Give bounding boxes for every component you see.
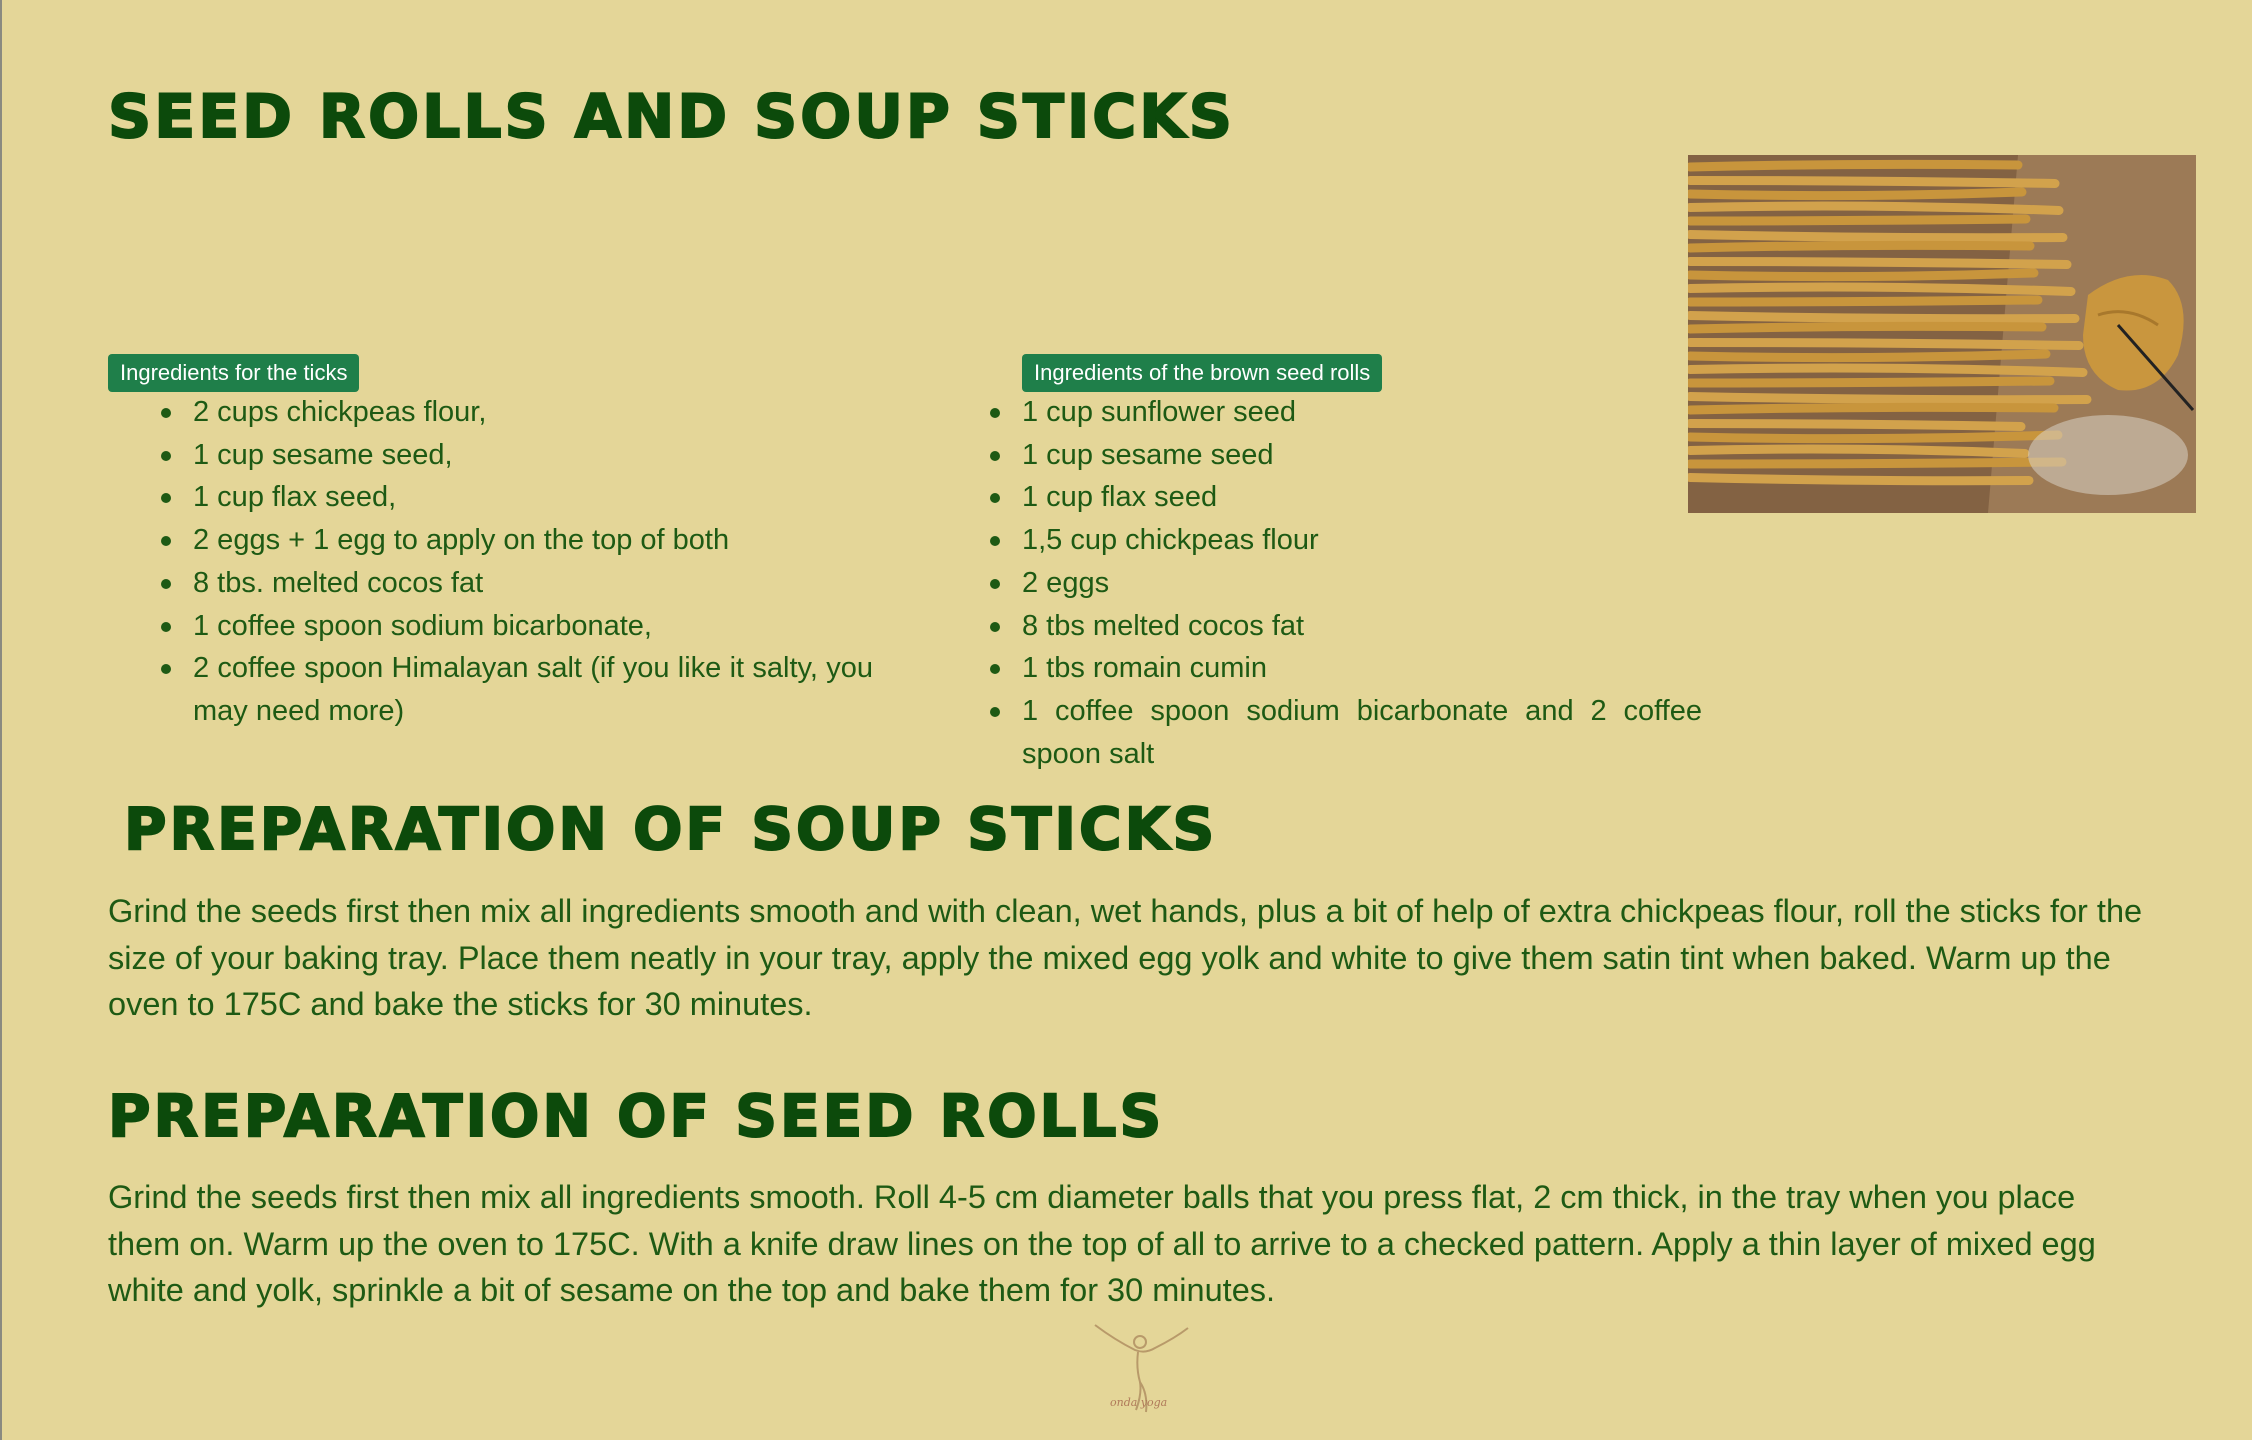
stick-shape	[1690, 287, 2071, 291]
list-item: 2 eggs	[1022, 562, 1702, 605]
list-item: 1,5 cup chickpeas flour	[1022, 519, 1702, 562]
soup-sticks-preparation-text: Grind the seeds first then mix all ingredients smooth and with clean, wet hands, plus a bit of help of extra chickpeas flour, roll the sticks for the size of your baking tray. Place them neatly in your tray, apply the mixed egg yolk and white to give them satin tint when baked. Warm up the oven to 175C and bake the sticks for 30 minutes.	[108, 893, 2143, 1023]
list-item: 2 coffee spoon Himalayan salt (if you like it salty, you may need more)	[193, 647, 873, 732]
page-title: SEED ROLLS AND SOUP STICKS	[108, 82, 1236, 152]
seed-rolls-preparation-text: Grind the seeds first then mix all ingredients smooth. Roll 4-5 cm diameter balls that you press flat, 2 cm thick, in the tray when you place them on. Warm up the oven to 175C. With a knife draw lines on the top of all to arrive to a checked pattern. Apply a thin layer of mixed egg white and yolk, sprinkle a bit of sesame on the top and bake them for 30 minutes.	[108, 1179, 2096, 1309]
stick-shape	[1690, 192, 2022, 196]
stick-shape	[1690, 449, 2025, 453]
list-item: 1 cup flax seed,	[193, 476, 873, 519]
soup-sticks-photo	[1688, 155, 2196, 513]
list-item: 1 tbs romain cumin	[1022, 647, 1702, 690]
list-item: 8 tbs. melted cocos fat	[193, 562, 873, 605]
stick-shape	[1690, 407, 2054, 410]
stick-shape	[1690, 273, 2034, 277]
stick-shape	[1690, 326, 2042, 329]
stick-shape	[1690, 343, 2079, 346]
stick-shape	[1690, 397, 2087, 400]
list-item: 1 cup sesame seed,	[193, 434, 873, 477]
list-item: 1 coffee spoon sodium bicarbonate and 2 coffee spoon salt	[1022, 690, 1702, 775]
stick-shape	[1690, 245, 2030, 248]
dancer-logo-icon	[1090, 1320, 1200, 1420]
list-item: 1 cup sesame seed	[1022, 434, 1702, 477]
list-item: 8 tbs melted cocos fat	[1022, 605, 1702, 648]
list-item: 1 cup sunflower seed	[1022, 391, 1702, 434]
stick-shape	[1690, 435, 2058, 439]
sticks-ingredients-list	[193, 391, 873, 733]
stick-shape	[1690, 219, 2026, 221]
soup-sticks-preparation-heading: PREPARATION OF SOUP STICKS	[124, 795, 1218, 863]
list-item: 2 cups chickpeas flour,	[193, 391, 873, 434]
stick-shape	[1690, 381, 2050, 383]
stick-shape	[1690, 300, 2038, 302]
list-item: 1 cup flax seed	[1022, 476, 1702, 519]
stick-shape	[1690, 316, 2075, 319]
stick-shape	[1690, 354, 2046, 358]
stick-shape	[1690, 424, 2021, 427]
stick-shape	[1690, 262, 2067, 265]
sticks-ingredients-label: Ingredients for the ticks	[108, 354, 359, 392]
stick-shape	[1690, 462, 2062, 464]
list-item: 2 eggs + 1 egg to apply on the top of both	[193, 519, 873, 562]
page-edge	[0, 0, 2, 1440]
stick-shape	[1690, 164, 2018, 167]
stick-shape	[1690, 478, 2029, 481]
seed-rolls-preparation-heading: PREPARATION OF SEED ROLLS	[108, 1082, 1165, 1150]
list-item: 1 coffee spoon sodium bicarbonate,	[193, 605, 873, 648]
stick-shape	[1690, 368, 2083, 372]
stick-shape	[1690, 235, 2063, 238]
stick-shape	[1690, 206, 2059, 210]
rolls-ingredients-label: Ingredients of the brown seed rolls	[1022, 354, 1382, 392]
stick-shape	[1690, 181, 2055, 184]
svg-text:onda yoga: onda yoga	[1110, 1396, 1168, 1409]
rolls-ingredients-list	[1022, 391, 1702, 775]
